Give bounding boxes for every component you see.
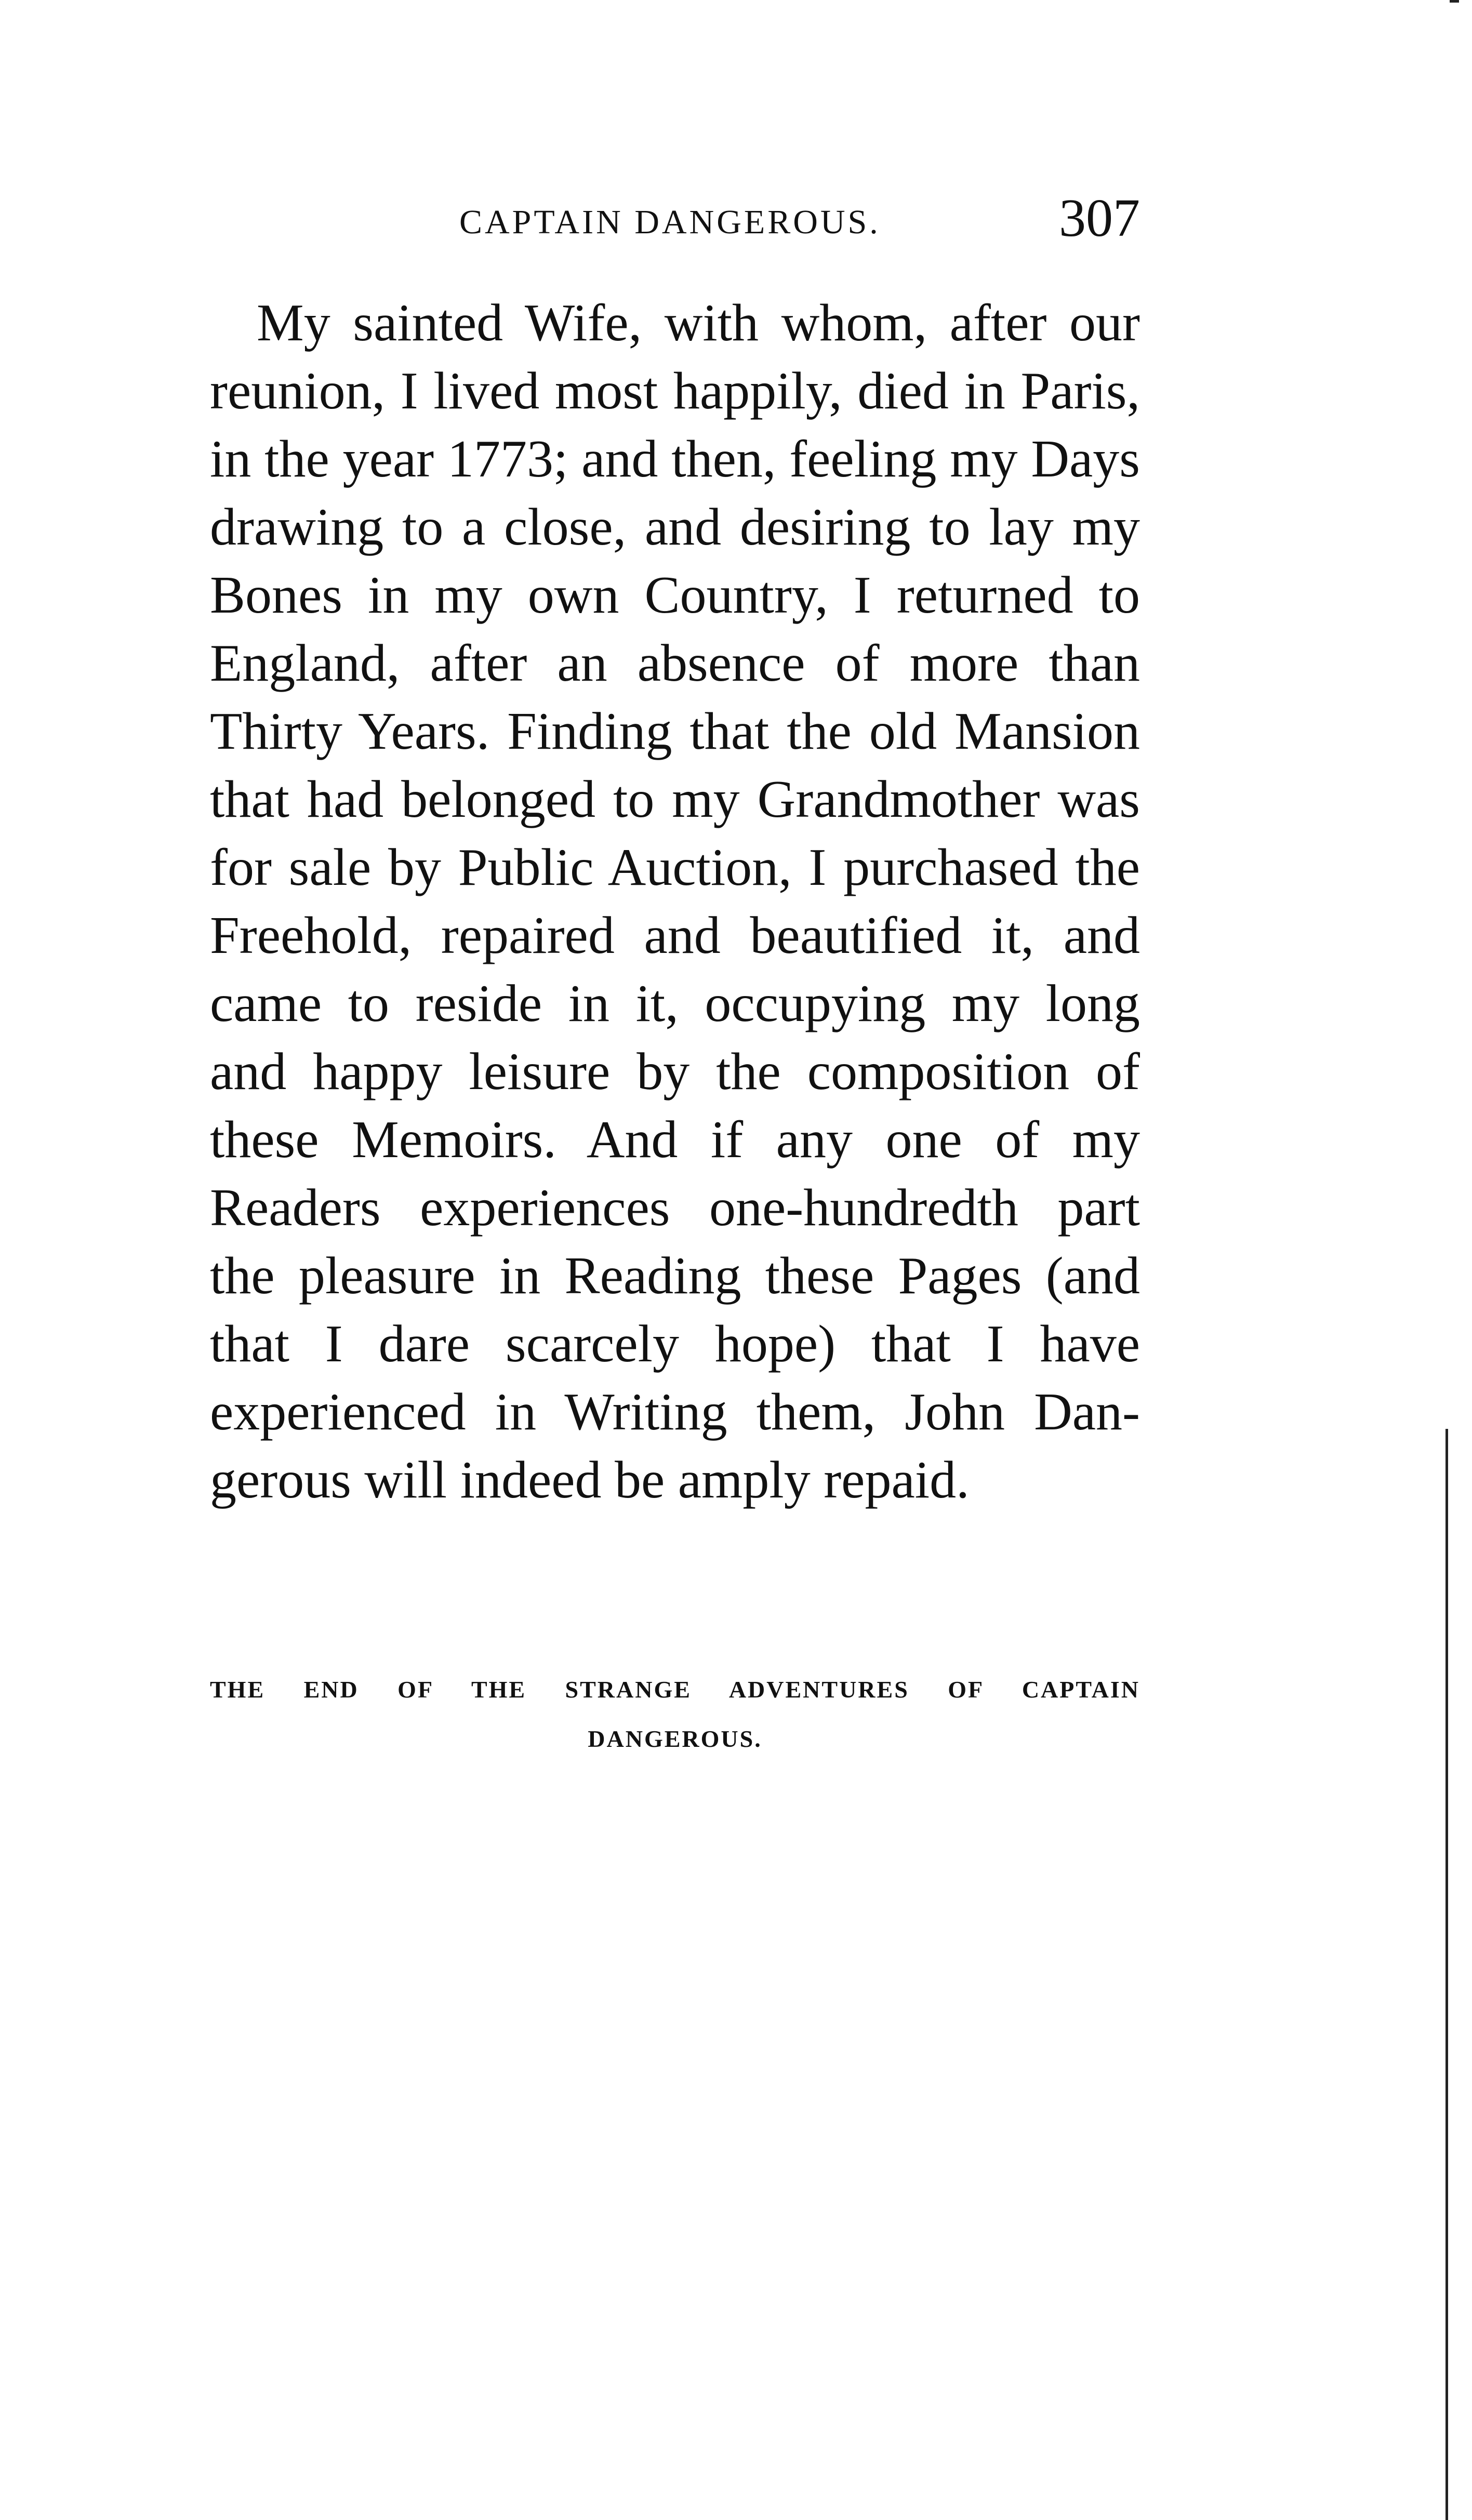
- page-edge-line: [1446, 1429, 1448, 2520]
- page-header: [210, 187, 1140, 249]
- text-line: drawing to a close, and desiring to lay my: [210, 498, 1140, 556]
- text-line: these Memoirs. And if any one of my: [210, 1110, 1140, 1169]
- text-line: gerous will indeed be amply repaid.: [210, 1451, 970, 1509]
- text-line: reunion, I lived most happily, died in Paris,: [210, 362, 1140, 420]
- text-line: that had belonged to my Grandmother was: [210, 770, 1140, 829]
- end-note: [210, 1676, 1140, 1753]
- text-line: Readers experiences one-hundredth part: [210, 1178, 1140, 1237]
- text-line: and happy leisure by the composition of: [210, 1042, 1140, 1101]
- text-line: the pleasure in Reading these Pages (and: [210, 1246, 1140, 1305]
- text-line: in the year 1773; and then, feeling my Days: [210, 430, 1140, 488]
- text-line: My sainted Wife, with whom, after our: [257, 294, 1140, 352]
- text-line: that I dare scarcely hope) that I have: [210, 1315, 1140, 1373]
- page-number: 307: [1059, 188, 1140, 248]
- text-line: for sale by Public Auction, I purchased the: [210, 838, 1140, 897]
- page-edge-tick: [1450, 0, 1459, 3]
- end-note-line: THE END OF THE STRANGE ADVENTURES OF CAPTAIN: [210, 1676, 1140, 1703]
- body-paragraph: [210, 289, 1140, 1514]
- text-line: Freehold, repaired and beautified it, and: [210, 906, 1140, 965]
- text-line: Bones in my own Country, I returned to: [210, 566, 1140, 625]
- text-line: England, after an absence of more than: [210, 634, 1140, 693]
- running-head: CAPTAIN DANGEROUS.: [459, 203, 881, 241]
- text-line: Thirty Years. Finding that the old Mansion: [210, 702, 1140, 761]
- text-line: experienced in Writing them, John Dan-: [210, 1383, 1140, 1441]
- end-note-line: DANGEROUS.: [588, 1726, 762, 1752]
- text-line: came to reside in it, occupying my long: [210, 974, 1140, 1033]
